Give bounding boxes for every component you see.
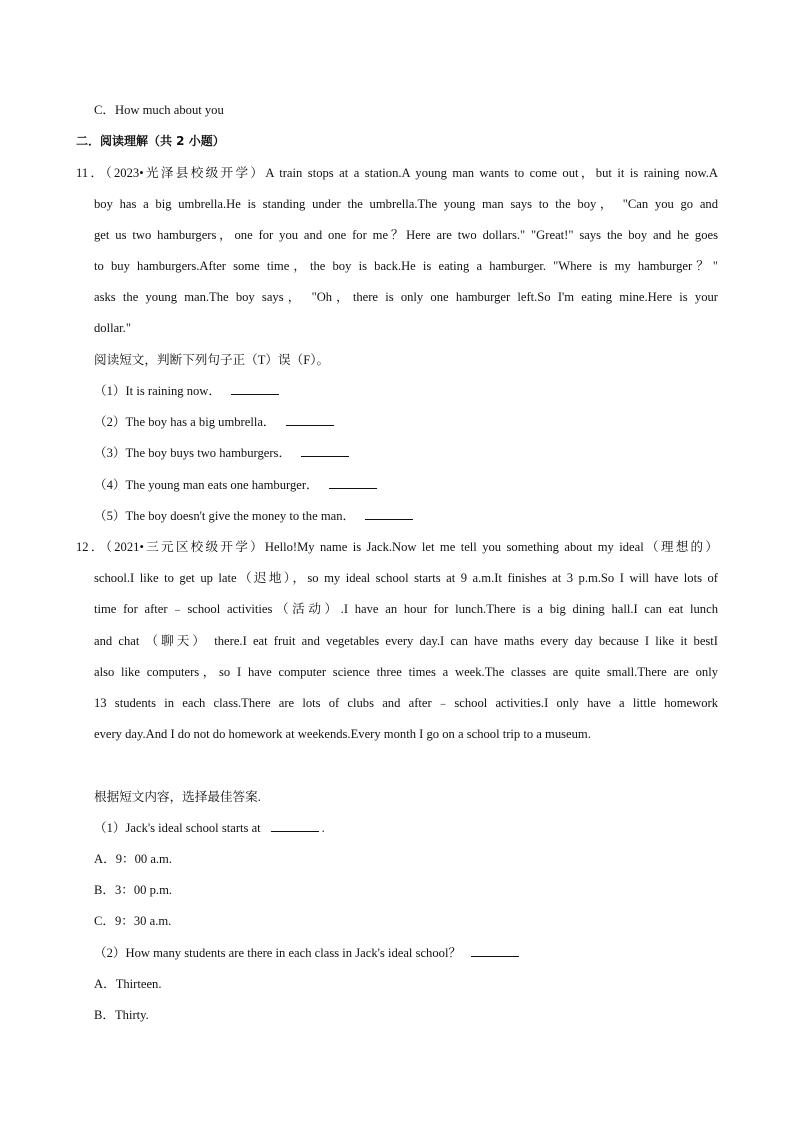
q11-item-4 xyxy=(94,477,377,493)
previous-option-c: C．How much about you xyxy=(94,103,224,117)
q11-passage-line-3: get us two hamburgers，one for you and one for me？Here are two dollars." "Great!" says the boy and he goes xyxy=(94,228,718,242)
q12-instruction: 根据短文内容，选择最佳答案. xyxy=(94,790,261,804)
q12-passage-line-5: also like computers，so I have computer science three times a week.The classes are quite small.There are only xyxy=(94,665,718,679)
answer-blank[interactable] xyxy=(329,477,377,489)
q11-item-2 xyxy=(94,414,334,430)
q11-item-1-text: （1）It is raining now． xyxy=(94,384,221,398)
q12-passage-line-2: school.I like to get up late（迟地），so my ideal school starts at 9 a.m.It finishes at 3 p.m.So I will have lots of xyxy=(94,571,718,585)
q12-sub2-option-b[interactable]: B．Thirty. xyxy=(94,1008,149,1022)
q12-sub2-question xyxy=(94,945,519,961)
q11-passage-line-6: dollar." xyxy=(94,321,131,335)
answer-blank[interactable] xyxy=(231,383,279,395)
q12-sub2-option-a[interactable]: A．Thirteen. xyxy=(94,977,162,991)
q11-instruction: 阅读短文，判断下列句子正（T）误（F）。 xyxy=(94,353,330,367)
q12-sub1-question xyxy=(94,820,325,836)
q12-passage-line-6: 13 students in each class.There are lots of clubs and after﹣school activities.I only have a little homework xyxy=(94,696,718,710)
q11-passage-line-4: to buy hamburgers.After some time，the boy is back.He is eating a hamburger. "Where is my hamburger？" xyxy=(94,259,718,273)
q11-item-5-text: （5）The boy doesn't give the money to the man． xyxy=(94,509,356,523)
q12-sub1-option-b[interactable]: B．3：00 p.m. xyxy=(94,883,173,897)
q11-item-1 xyxy=(94,383,279,399)
answer-blank[interactable] xyxy=(301,445,349,457)
q12-sub1-tail: . xyxy=(321,821,325,835)
q12-sub1-question-text: （1）Jack's ideal school starts at xyxy=(94,821,261,835)
answer-blank[interactable] xyxy=(286,414,334,426)
q12-passage-line-7: every day.And I do not do homework at weekends.Every month I go on a school trip to a museum. xyxy=(94,727,591,741)
q12-sub2-question-text: （2）How many students are there in each class in Jack's ideal school？ xyxy=(94,946,462,960)
q11-passage-line-2: boy has a big umbrella.He is standing under the umbrella.The young man says to the boy， "Can you go and xyxy=(94,197,718,211)
q12-passage-line-3: time for after﹣school activities（活动）.I have an hour for lunch.There is a big dining hall.I can eat lunch xyxy=(94,602,718,616)
q12-passage-line-4: and chat （聊天） there.I eat fruit and vegetables every day.I can have maths every day because I like it bestI xyxy=(94,634,718,648)
q11-passage-line-1: 11．（2023•光泽县校级开学）A train stops at a station.A young man wants to come out，but it is raining now.A xyxy=(76,166,718,180)
answer-blank[interactable] xyxy=(471,945,519,957)
q11-item-3-text: （3）The boy buys two hamburgers． xyxy=(94,446,292,460)
q12-passage-line-1: 12．（2021•三元区校级开学）Hello!My name is Jack.Now let me tell you something about my ideal（理想的） xyxy=(76,540,718,554)
q11-item-2-text: （2）The boy has a big umbrella． xyxy=(94,415,276,429)
q11-item-3 xyxy=(94,445,349,461)
q11-item-5 xyxy=(94,508,413,524)
answer-blank[interactable] xyxy=(365,508,413,520)
q11-item-4-text: （4）The young man eats one hamburger． xyxy=(94,478,319,492)
q11-passage-line-5: asks the young man.The boy says， "Oh，there is only one hamburger left.So I'm eating mine.Here is your xyxy=(94,290,718,304)
q12-sub1-option-c[interactable]: C．9：30 a.m. xyxy=(94,914,172,928)
q12-sub1-option-a[interactable]: A．9：00 a.m. xyxy=(94,852,173,866)
answer-blank[interactable] xyxy=(271,820,319,832)
section-heading: 二．阅读理解（共 2 小题） xyxy=(76,134,225,148)
